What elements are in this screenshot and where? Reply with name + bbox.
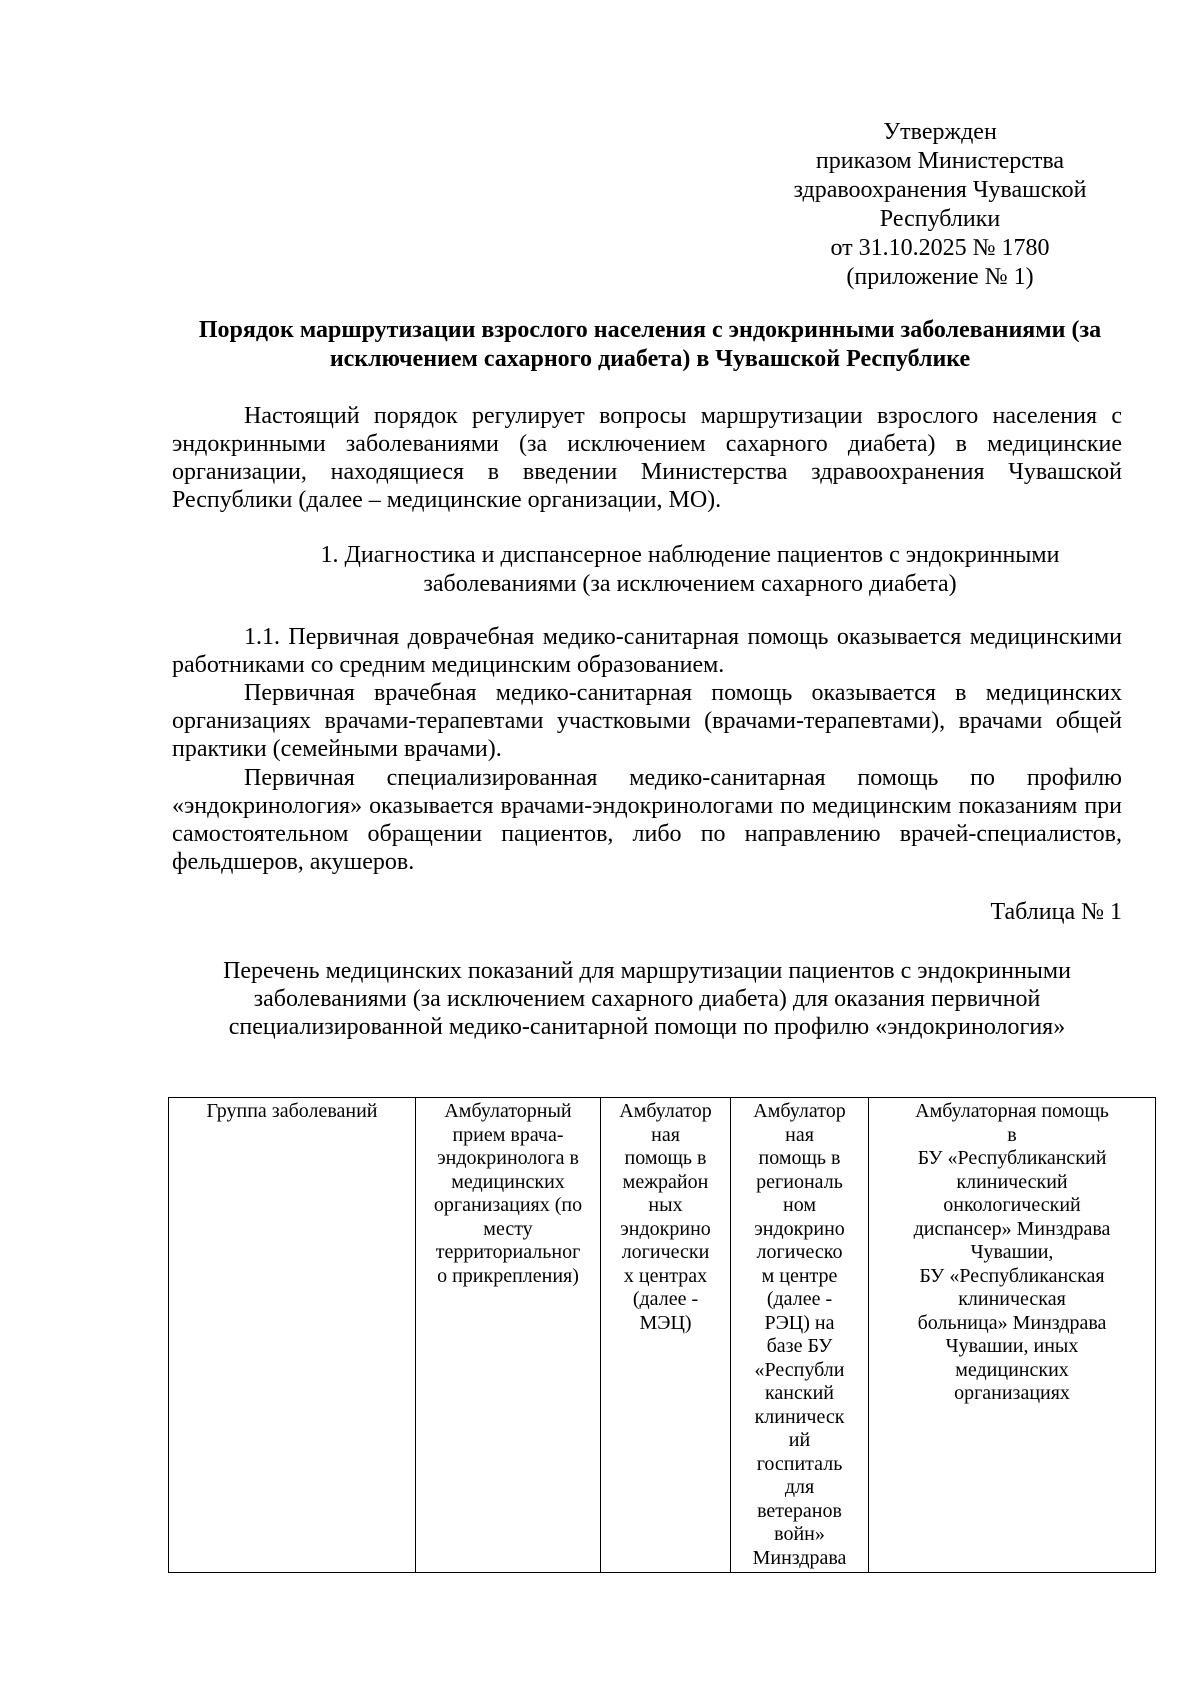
table-cell-line: ий [788, 1429, 811, 1451]
table-cell-line: ном [783, 1194, 816, 1216]
table-header-row [169, 1098, 1156, 1573]
table-cell-line: Амбулатор [619, 1100, 712, 1122]
table-cell-line: ветеранов [757, 1499, 842, 1522]
approval-line: Утвержден [883, 119, 997, 145]
table-caption: Таблица № 1 [990, 899, 1122, 925]
table-cell-line: в [1007, 1123, 1017, 1146]
table-cell-line: территориальног [435, 1241, 581, 1263]
table-cell-line: диспансер» Минздрава [913, 1217, 1111, 1240]
table-cell-line: региональ [756, 1170, 843, 1193]
table-cell-line: базе БУ [766, 1335, 833, 1357]
table-cell-line: Группа заболеваний [206, 1100, 378, 1122]
table-cell-line: прием врача- [452, 1123, 564, 1146]
table-cell-line: межрайон [622, 1170, 709, 1193]
table-cell-line: Чувашии, иных [945, 1335, 1079, 1357]
table-cell-line: организациях [954, 1382, 1070, 1404]
table-cell-line: РЭЦ) на [764, 1311, 835, 1334]
table-cell-line: логическо [756, 1241, 843, 1263]
document-title: Порядок маршрутизации взрослого населения с эндокринными заболеваниями (за исключением сахарного диабета) в Чувашской Республике [198, 317, 1102, 372]
header-cell-regional-center [731, 1098, 869, 1573]
table-cell-line: Амбулаторный [444, 1100, 572, 1122]
table-cell-line: Чувашии, [970, 1241, 1054, 1263]
approval-line: здравоохранения Чувашской [793, 177, 1087, 203]
table-cell-line: БУ «Республиканский [917, 1147, 1107, 1169]
table-cell-line: логически [621, 1241, 710, 1263]
table-cell-line: БУ «Республиканская [919, 1264, 1105, 1287]
table-cell-line: эндокрино [620, 1217, 711, 1240]
table-cell-line: ная [785, 1123, 814, 1146]
table-cell-line: м центре [761, 1264, 838, 1287]
table-cell-line: МЭЦ) [639, 1311, 692, 1334]
table-cell-line: эндокрино [754, 1217, 845, 1240]
approval-block [760, 118, 1120, 292]
table-title: Перечень медицинских показаний для маршрутизации пациентов с эндокринными заболеваниями (за исключением сахарного диабета) для оказания первичной специализированной медико-санитарной помощи по профилю «эндокринология» [223, 958, 1071, 1040]
table-cell-line: медицинских [451, 1170, 565, 1193]
section-heading-line: заболеваниями (за исключением сахарного диабета) [423, 571, 957, 597]
table-cell-line: Минздрава [752, 1546, 847, 1569]
intro-paragraph: Настоящий порядок регулирует вопросы маршрутизации взрослого населения с эндокринными заболеваниями (за исключением сахарного диабета) в медицинские организации, находящиеся в введении Министерства здравоохранения Чувашской Республики (далее – медицинские организации, МО). [172, 403, 1122, 513]
paragraph-1-1: 1.1. Первичная доврачебная медико-санитарная помощь оказывается медицинскими работниками со средним медицинским образованием. [172, 624, 1122, 678]
table-cell-line: медицинских [955, 1358, 1069, 1381]
table-cell-line: клиническ [754, 1405, 845, 1428]
table-cell-line: войн» [774, 1523, 825, 1545]
header-cell-interdistrict-centers [601, 1098, 731, 1573]
table-cell-line: «Республи [754, 1358, 845, 1381]
table-cell-line: больница» Минздрава [917, 1311, 1107, 1334]
table-cell-line: (далее - [632, 1288, 699, 1310]
header-cell-outpatient-endocrinologist [416, 1098, 601, 1573]
table-cell-line: помощь в [758, 1147, 841, 1169]
section-heading-line: 1. Диагностика и диспансерное наблюдение пациентов с эндокринными [320, 542, 1060, 568]
table-cell-line: госпиталь [756, 1452, 843, 1475]
header-cell-other-organizations [869, 1098, 1156, 1573]
approval-line: приказом Министерства [815, 148, 1065, 174]
table-cell-line: канский [765, 1382, 834, 1404]
table-cell-line: о прикрепления) [437, 1264, 579, 1287]
paragraph-specialized-care: Первичная специализированная медико-санитарная помощь по профилю «эндокринология» оказывается врачами-эндокринологами по медицинским показаниям при самостоятельном обращении пациентов, либо по направлению врачей-специалистов, фельдшеров, акушеров. [172, 765, 1122, 875]
table-cell-line: Амбулаторная помощь [915, 1100, 1109, 1122]
table-cell-line: (далее - [766, 1288, 833, 1310]
table-cell-line: месту [483, 1217, 533, 1240]
paragraph-primary-care: Первичная врачебная медико-санитарная помощь оказывается в медицинских организациях врачами-терапевтами участковыми (врачами-терапевтами), врачами общей практики (семейными врачами). [172, 680, 1122, 762]
table-cell-line: онкологический [943, 1194, 1081, 1216]
table-cell-line: для [784, 1476, 815, 1498]
table-cell-line: клиническая [958, 1288, 1066, 1310]
table-cell-line: клинический [956, 1170, 1068, 1193]
table-cell-line: помощь в [624, 1147, 707, 1169]
table-cell-line: х центрах [623, 1264, 708, 1287]
table-cell-line: эндокринолога в [437, 1147, 579, 1169]
table-cell-line: Амбулатор [753, 1100, 846, 1122]
approval-line: (приложение № 1) [846, 264, 1034, 290]
table-cell-line: ная [651, 1123, 680, 1146]
header-cell-disease-group [169, 1098, 416, 1573]
table-cell-line: организациях (по [433, 1194, 583, 1216]
approval-line: Республики [879, 206, 1001, 232]
approval-line: от 31.10.2025 № 1780 [830, 235, 1050, 261]
section-1-heading [250, 541, 1130, 599]
table-cell-line: ных [648, 1194, 683, 1216]
routing-table [168, 1097, 1156, 1573]
